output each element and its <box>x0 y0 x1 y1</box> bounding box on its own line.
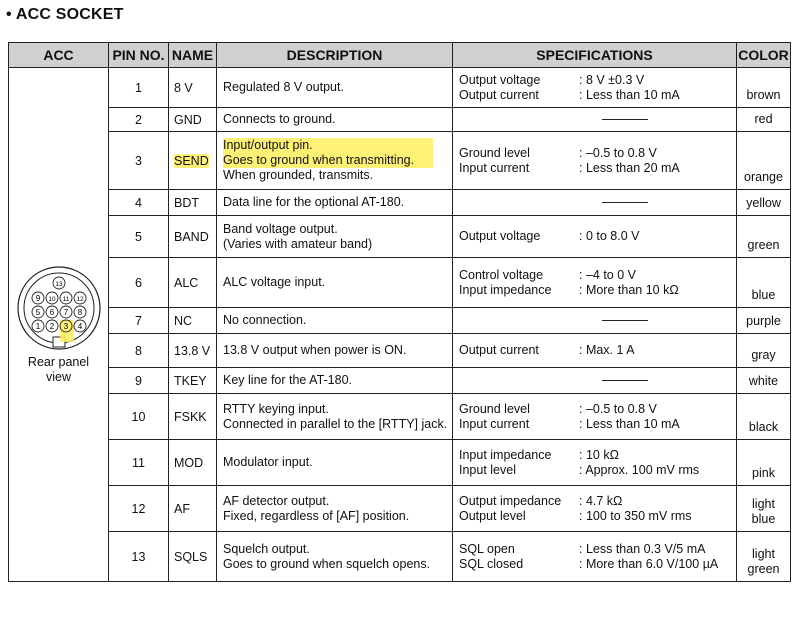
table-row <box>9 216 791 258</box>
table-row <box>9 440 791 486</box>
pin-number: 5 <box>109 216 169 258</box>
pin-specifications <box>453 486 737 532</box>
description-line: Band voltage output. <box>223 221 338 236</box>
pin-specifications <box>453 440 737 486</box>
spec-value: : Less than 10 mA <box>579 416 680 431</box>
spec-value: : More than 6.0 V/100 µA <box>579 556 719 571</box>
wire-color-line: green <box>747 238 780 252</box>
table-row <box>9 108 791 132</box>
pin-name: NC <box>169 308 217 334</box>
pin-specifications <box>453 394 737 440</box>
table-row <box>9 68 791 108</box>
pin-description <box>217 216 453 258</box>
wire-color-line: blue <box>751 512 776 526</box>
spec-value: : 0 to 8.0 V <box>579 229 640 243</box>
pin-number: 10 <box>109 394 169 440</box>
wire-color <box>737 486 791 532</box>
pin-number: 2 <box>109 108 169 132</box>
spec-value: : –0.5 to 0.8 V <box>579 401 657 416</box>
wire-color-line: orange <box>744 170 783 184</box>
description-line: Squelch output. <box>223 541 310 556</box>
spec-line <box>459 88 736 103</box>
wire-color-line: brown <box>746 88 781 102</box>
pin-description <box>217 132 453 190</box>
wire-color <box>737 440 791 486</box>
connector-pin-label: 7 <box>63 307 68 317</box>
table-row <box>9 368 791 394</box>
spec-value: : Less than 10 mA <box>579 87 680 102</box>
pin-number: 1 <box>109 68 169 108</box>
wire-color-line: black <box>748 420 779 434</box>
pin-specifications <box>453 368 737 394</box>
description-line: 13.8 V output when power is ON. <box>223 343 407 357</box>
pin-number: 13 <box>109 532 169 582</box>
pin-name: MOD <box>169 440 217 486</box>
connector-pin-label: 9 <box>35 293 40 303</box>
pin-specifications <box>453 532 737 582</box>
connector-pin-label: 4 <box>77 321 82 331</box>
pin-name: FSKK <box>169 394 217 440</box>
spec-line <box>459 542 736 557</box>
spec-value: : Less than 0.3 V/5 mA <box>579 541 706 556</box>
connector-pin-label: 13 <box>54 280 63 288</box>
spec-label: Ground level <box>459 401 530 416</box>
spec-line <box>459 509 736 524</box>
page-title: • ACC SOCKET <box>6 6 124 23</box>
spec-line <box>459 557 736 572</box>
spec-label: Output level <box>459 508 526 523</box>
spec-value: : Less than 20 mA <box>579 160 680 175</box>
spec-label: Input level <box>459 462 516 477</box>
pin-number: 3 <box>109 132 169 190</box>
spec-line <box>459 268 736 283</box>
pin-number: 8 <box>109 334 169 368</box>
description-line: Connects to ground. <box>223 112 336 126</box>
spec-value: : More than 10 kΩ <box>579 282 679 297</box>
spec-label: Input current <box>459 160 530 175</box>
description-line: AF detector output. <box>223 493 330 508</box>
table-row <box>9 334 791 368</box>
spec-label: Input impedance <box>459 282 552 297</box>
wire-color <box>737 216 791 258</box>
table-row <box>9 394 791 440</box>
no-spec-dash <box>602 202 648 203</box>
wire-color-line: red <box>754 112 773 126</box>
table-row <box>9 308 791 334</box>
description-line: Data line for the optional AT-180. <box>223 195 405 209</box>
spec-line <box>459 494 736 509</box>
connector-pin-label: 8 <box>77 307 82 317</box>
spec-line <box>459 343 736 358</box>
header-specifications: SPECIFICATIONS <box>453 43 737 68</box>
pin-specifications <box>453 308 737 334</box>
wire-color <box>737 108 791 132</box>
pin-specifications <box>453 190 737 216</box>
rear-panel-label <box>9 355 108 385</box>
spec-label: SQL closed <box>459 556 524 571</box>
spec-line <box>459 448 736 463</box>
description-line: (Varies with amateur band) <box>223 236 373 251</box>
wire-color <box>737 532 791 582</box>
wire-color <box>737 132 791 190</box>
description-line: ALC voltage input. <box>223 275 326 289</box>
wire-color-line: yellow <box>746 196 781 210</box>
wire-color-line: light <box>752 547 775 561</box>
description-line: Modulator input. <box>223 455 313 469</box>
connector-pin-label: 12 <box>75 295 84 303</box>
header-pin: PIN NO. <box>109 43 169 68</box>
header-name: NAME <box>169 43 217 68</box>
wire-color-line: purple <box>746 314 781 328</box>
pin-name: ALC <box>169 258 217 308</box>
pin-name: BAND <box>169 216 217 258</box>
spec-label: Ground level <box>459 145 530 160</box>
spec-line <box>459 402 736 417</box>
spec-label: SQL open <box>459 541 515 556</box>
spec-value: : Approx. 100 mV rms <box>579 462 700 477</box>
pin-description <box>217 334 453 368</box>
pin-specifications <box>453 108 737 132</box>
pin-specifications <box>453 132 737 190</box>
connector-pin-label: 5 <box>35 307 40 317</box>
spec-label: Control voltage <box>459 267 544 282</box>
spec-label: Output voltage <box>459 229 541 243</box>
description-line: Goes to ground when squelch opens. <box>223 556 431 571</box>
connector-diagram <box>16 265 102 351</box>
pin-name-highlighted: SEND <box>174 153 209 168</box>
description-line: Fixed, regardless of [AF] position. <box>223 508 410 523</box>
connector-pin-label: 3 <box>63 321 68 331</box>
pin-description <box>217 368 453 394</box>
pin-description <box>217 440 453 486</box>
connector-pin-label: 11 <box>62 295 69 303</box>
description-line: Regulated 8 V output. <box>223 80 344 94</box>
pin-specifications <box>453 334 737 368</box>
pin-description <box>217 258 453 308</box>
spec-line <box>459 146 736 161</box>
wire-color <box>737 308 791 334</box>
spec-line <box>459 283 736 298</box>
description-line: Key line for the AT-180. <box>223 373 353 387</box>
spec-value: : –4 to 0 V <box>579 267 636 282</box>
connector-pin-label: 10 <box>47 295 56 303</box>
pin-name: TKEY <box>169 368 217 394</box>
header-description: DESCRIPTION <box>217 43 453 68</box>
description-line: RTTY keying input. <box>223 401 329 416</box>
pin-specifications <box>453 216 737 258</box>
description-line: When grounded, transmits. <box>223 168 374 182</box>
spec-line <box>459 463 736 478</box>
description-line: Input/output pin. <box>223 138 433 153</box>
table-row <box>9 532 791 582</box>
wire-color-line: blue <box>751 288 776 302</box>
pin-number: 11 <box>109 440 169 486</box>
pin-description <box>217 68 453 108</box>
pin-number: 12 <box>109 486 169 532</box>
spec-label: Output current <box>459 87 539 102</box>
spec-value: : 10 kΩ <box>579 447 619 462</box>
wire-color-line: light <box>752 497 775 511</box>
table-row <box>9 132 791 190</box>
spec-line <box>459 417 736 432</box>
table-row <box>9 190 791 216</box>
no-spec-dash <box>602 380 648 381</box>
spec-label: Input current <box>459 416 530 431</box>
pin-description <box>217 486 453 532</box>
spec-label: Input impedance <box>459 447 552 462</box>
pin-specifications <box>453 68 737 108</box>
connector-pin-label: 6 <box>49 307 54 317</box>
pin-number: 6 <box>109 258 169 308</box>
wire-color <box>737 68 791 108</box>
spec-value: : 8 V ±0.3 V <box>579 72 645 87</box>
header-color: COLOR <box>737 43 791 68</box>
no-spec-dash <box>602 119 648 120</box>
pin-name: 8 V <box>169 68 217 108</box>
pin-name: BDT <box>169 190 217 216</box>
spec-line <box>459 229 736 244</box>
table-row <box>9 258 791 308</box>
description-line: No connection. <box>223 313 307 327</box>
spec-label: Output voltage <box>459 72 541 87</box>
acc-socket-table <box>8 42 791 582</box>
connector-pin-label: 1 <box>35 321 40 331</box>
wire-color <box>737 394 791 440</box>
spec-label: Output impedance <box>459 493 562 508</box>
pin-number: 7 <box>109 308 169 334</box>
spec-label: Output current <box>459 343 539 357</box>
header-acc: ACC <box>9 43 109 68</box>
spec-line <box>459 73 736 88</box>
pin-description <box>217 532 453 582</box>
connector-pin-label: 2 <box>49 321 54 331</box>
spec-line <box>459 161 736 176</box>
pin-description <box>217 394 453 440</box>
wire-color-line: green <box>747 562 780 576</box>
pin-description <box>217 308 453 334</box>
pin-name: 13.8 V <box>169 334 217 368</box>
pin-number: 4 <box>109 190 169 216</box>
rear-panel-label-line: view <box>45 369 71 384</box>
spec-value: : 4.7 kΩ <box>579 493 623 508</box>
rear-panel-label-line: Rear panel <box>27 354 90 369</box>
spec-value: : 100 to 350 mV rms <box>579 508 692 523</box>
description-line: Goes to ground when transmitting. <box>223 153 433 168</box>
wire-color-line: gray <box>751 348 776 362</box>
spec-value: : –0.5 to 0.8 V <box>579 145 657 160</box>
pin-description <box>217 190 453 216</box>
pin-description <box>217 108 453 132</box>
spec-value: : Max. 1 A <box>579 343 635 357</box>
pin-name: SQLS <box>169 532 217 582</box>
no-spec-dash <box>602 320 648 321</box>
pin-name: GND <box>169 108 217 132</box>
description-line: Connected in parallel to the [RTTY] jack. <box>223 416 448 431</box>
wire-color <box>737 190 791 216</box>
header-row <box>9 43 791 68</box>
pin-name <box>169 132 217 190</box>
wire-color <box>737 368 791 394</box>
wire-color <box>737 334 791 368</box>
acc-connector-cell <box>9 68 109 582</box>
table-row <box>9 486 791 532</box>
pin-number: 9 <box>109 368 169 394</box>
wire-color-line: pink <box>752 466 775 480</box>
wire-color-line: white <box>748 374 779 388</box>
pin-name: AF <box>169 486 217 532</box>
pin-specifications <box>453 258 737 308</box>
wire-color <box>737 258 791 308</box>
